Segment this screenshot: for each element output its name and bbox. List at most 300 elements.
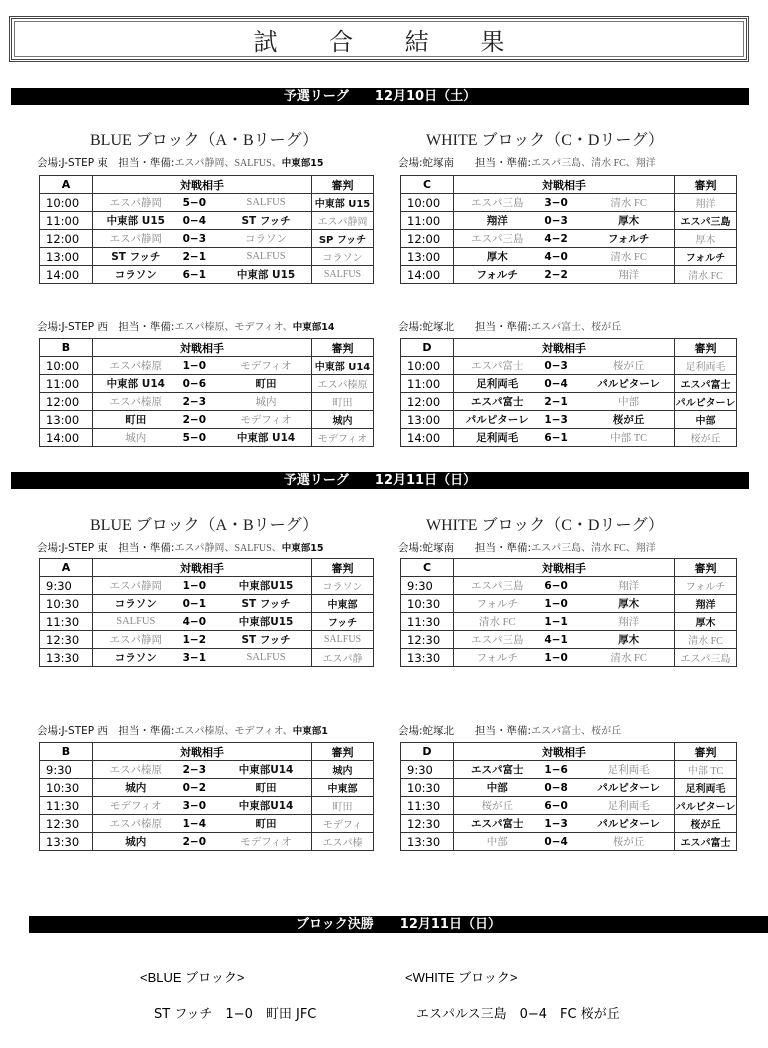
match-cell [454,266,675,284]
duty-team-bold: 中東部15 [281,158,324,169]
match-score: 1−3 [544,413,568,426]
referee-team: コラソン [312,577,374,595]
table-row [401,411,737,429]
referee-header: 審判 [675,559,737,577]
opponents-header: 対戦相手 [93,339,312,357]
section-date: 12月10日（土） [374,89,477,104]
final-blue-heading: <BLUE ブロック> [140,970,245,985]
table-row [40,429,374,447]
match-cell [454,230,675,248]
table-row [401,649,737,667]
white-block-title: WHITE ブロック（C・Dリーグ） [426,517,664,534]
section-bar-final [29,916,768,933]
match-score: 1−0 [544,597,568,610]
referee-team: パルピターレ [675,797,737,815]
referee-team: 厚木 [675,613,737,631]
away-team: モデフィオ [240,837,292,848]
referee-team: 桜が丘 [675,815,737,833]
match-score: 4−0 [544,250,568,263]
match-time: 10:30 [401,595,454,613]
away-team: 桜が丘 [612,837,645,848]
match-cell [454,429,675,447]
section-bar-day1 [11,88,749,105]
home-team: エスパ三島 [470,635,524,646]
match-cell [93,357,312,375]
referee-header: 審判 [312,176,374,194]
venue-label: 会場:J-STEP 東 担当・準備: [37,542,175,554]
section-label: ブロック決勝 [296,917,374,932]
match-time: 12:00 [40,230,93,248]
home-team: フォルチ [476,599,518,610]
home-team: エスパ榛原 [109,819,163,830]
table-header-row [401,339,737,357]
match-time: 12:30 [401,631,454,649]
referee-team: SALFUS [312,631,374,649]
table-row [40,613,374,631]
table-row [401,393,737,411]
match-time: 13:00 [401,248,454,266]
home-team: コラソン [114,652,157,664]
away-team: 町田 [255,818,277,830]
table-row [40,649,374,667]
home-team: エスパ榛原 [109,397,163,408]
venue-label: 会場:蛇塚北 担当・準備: [398,725,532,737]
away-team: 清水 FC [610,653,647,664]
duty-teams: エスパ三島、清水 FC、翔洋 [531,543,656,554]
away-team: SALFUS [246,652,286,663]
duty-team-bold: 中東部15 [281,543,324,554]
venue-line-b [37,318,335,334]
match-score: 4−0 [182,615,207,628]
final-white-result: エスパルス三島 0−4 FC 桜が丘 [416,1007,620,1022]
match-cell [454,577,675,595]
match-cell [454,797,675,815]
home-team: 厚木 [486,251,508,263]
match-score: 2−0 [182,835,207,848]
venue-label: 会場:J-STEP 西 担当・準備: [37,725,175,737]
away-team: ST フッチ [241,215,291,227]
home-team: エスパ榛原 [109,361,163,372]
section-date: 12月11日（日） [374,473,477,488]
away-team: ST フッチ [241,634,291,646]
match-cell [93,212,312,230]
match-score: 3−1 [182,651,207,664]
league-header: A [40,559,93,577]
match-cell [454,194,675,212]
duty-teams: エスパ富士、桜が丘 [531,726,622,737]
match-time: 12:00 [401,230,454,248]
away-team: 中部 [618,397,640,408]
home-team: コラソン [114,598,157,610]
referee-team: 町田 [312,393,374,411]
referee-team: 足利両毛 [675,357,737,375]
away-team: 中部 TC [610,433,648,444]
match-score: 1−4 [182,817,207,830]
away-team: 足利両毛 [607,765,650,776]
home-team: フォルチ [476,269,518,281]
home-team: フォルチ [476,653,518,664]
final-white-heading: <WHITE ブロック> [405,970,518,985]
referee-team: 足利両毛 [675,779,737,797]
match-time: 9:30 [401,761,454,779]
match-cell [454,631,675,649]
away-team: フォルチ [607,233,650,245]
match-score: 1−2 [182,633,207,646]
table-row [40,194,374,212]
match-time: 11:00 [401,375,454,393]
table-row [40,631,374,649]
table-row [40,815,374,833]
match-time: 13:00 [40,411,93,429]
table-row [40,833,374,851]
away-team: 中東部U15 [238,616,294,628]
duty-teams: エスパ静岡、SALFUS、 [174,543,282,554]
match-cell [93,761,312,779]
match-score: 4−2 [544,232,568,245]
referee-team: コラソン [312,248,374,266]
table-row [401,212,737,230]
duty-team-bold: 中東部14 [292,322,335,333]
match-time: 10:00 [40,194,93,212]
match-score: 1−0 [182,359,207,372]
away-team: SALFUS [246,197,286,208]
table-row [40,761,374,779]
table-row [40,266,374,284]
match-score: 4−1 [544,633,568,646]
table-row [40,375,374,393]
match-cell [93,248,312,266]
away-team: 翔洋 [618,270,640,281]
match-score: 2−3 [182,763,207,776]
match-cell [454,411,675,429]
opponents-header: 対戦相手 [93,743,312,761]
match-score: 0−2 [182,781,207,794]
table-header-row [401,743,737,761]
match-score: 0−3 [182,232,207,245]
match-cell [93,429,312,447]
referee-team: 桜が丘 [675,429,737,447]
league-header: B [40,743,93,761]
opponents-header: 対戦相手 [454,743,675,761]
match-time: 12:00 [401,393,454,411]
match-score: 1−6 [544,763,568,776]
home-team: コラソン [114,269,157,281]
referee-team: パルピターレ [675,393,737,411]
home-team: エスパ富士 [470,361,524,372]
away-team: ST フッチ [241,598,291,610]
home-team: モデフィオ [109,801,162,812]
referee-team: エスパ富士 [675,375,737,393]
table-row [401,797,737,815]
venue-label: 会場:蛇塚南 担当・準備: [398,542,532,554]
referee-team: フォルチ [675,248,737,266]
away-team: 町田 [255,782,277,794]
blue-block-title: BLUE ブロック（A・Bリーグ） [90,132,319,149]
venue-line-c [398,154,656,170]
match-score: 6−0 [544,799,568,812]
league-header: C [401,559,454,577]
referee-team: モデフィオ [312,429,374,447]
match-cell [454,761,675,779]
opponents-header: 対戦相手 [454,339,675,357]
white-block-title: WHITE ブロック（C・Dリーグ） [426,132,664,149]
match-time: 9:30 [401,577,454,595]
match-cell [93,815,312,833]
table-row [401,429,737,447]
match-time: 13:30 [40,833,93,851]
venue-line-a [37,154,323,170]
referee-team: 中東部 [312,595,374,613]
home-team: 足利両毛 [476,378,519,390]
away-team: 翔洋 [618,617,640,628]
table-row [40,411,374,429]
home-team: エスパ静岡 [109,234,163,245]
match-time: 12:00 [40,393,93,411]
schedule-table-a [39,558,374,667]
away-team: 厚木 [618,215,640,227]
final-blue-result: ST フッチ 1−0 町田 JFC [154,1007,317,1022]
table-row [40,577,374,595]
league-header: D [401,743,454,761]
match-score: 0−4 [544,835,568,848]
duty-teams: エスパ三島、清水 FC、翔洋 [531,158,656,169]
match-score: 1−0 [182,579,207,592]
match-score: 5−0 [182,431,207,444]
schedule-table-d [400,742,737,851]
referee-header: 審判 [675,339,737,357]
match-cell [93,577,312,595]
match-time: 13:00 [40,248,93,266]
referee-header: 審判 [675,743,737,761]
away-team: 桜が丘 [612,414,645,426]
match-time: 10:00 [401,194,454,212]
match-time: 14:00 [40,266,93,284]
schedule-table-c [400,558,737,667]
table-row [401,779,737,797]
table-row [401,595,737,613]
match-time: 10:30 [401,779,454,797]
home-team: エスパ富士 [470,818,524,830]
table-row [401,631,737,649]
match-score: 0−6 [182,377,207,390]
away-team: パルピターレ [597,782,661,794]
table-row [40,779,374,797]
schedule-table-b [39,742,374,851]
match-score: 1−0 [544,651,568,664]
home-team: パルピターレ [465,414,529,426]
match-score: 3−0 [544,196,568,209]
venue-label: 会場:蛇塚南 担当・準備: [398,157,532,169]
match-cell [454,815,675,833]
match-time: 10:30 [40,595,93,613]
match-time: 11:00 [401,212,454,230]
match-score: 5−0 [182,196,207,209]
duty-teams: エスパ榛原、モデフィオ、 [174,322,293,333]
home-team: 桜が丘 [481,801,513,812]
schedule-table-c [400,175,737,284]
referee-team: 厚木 [675,230,737,248]
match-time: 13:30 [401,833,454,851]
venue-line-b [37,722,328,738]
referee-team: エスパ榛 [312,833,374,851]
table-row [40,248,374,266]
venue-line-d [398,722,621,738]
opponents-header: 対戦相手 [454,176,675,194]
table-row [401,375,737,393]
referee-team: 翔洋 [675,595,737,613]
match-cell [93,779,312,797]
table-row [40,212,374,230]
match-time: 13:30 [401,649,454,667]
referee-team: エスパ富士 [675,833,737,851]
table-row [401,230,737,248]
match-cell [454,393,675,411]
match-cell [93,375,312,393]
home-team: 中部 [486,837,508,848]
schedule-table-b [39,338,374,447]
league-header: A [40,176,93,194]
table-row [401,833,737,851]
away-team: 中東部U14 [238,800,294,812]
duty-teams: エスパ榛原、モデフィオ、 [174,726,293,737]
away-team: 清水 FC [610,252,647,263]
referee-team: エスパ静岡 [312,212,374,230]
table-row [401,613,737,631]
match-score: 2−0 [182,413,207,426]
away-team: 中東部U15 [238,580,294,592]
away-team: 足利両毛 [607,801,650,812]
away-team: 厚木 [618,634,640,646]
league-header: C [401,176,454,194]
venue-line-d [398,318,621,334]
match-cell [454,779,675,797]
home-team: エスパ富士 [470,764,524,776]
home-team: エスパ三島 [470,581,524,592]
table-row [401,266,737,284]
match-cell [93,833,312,851]
match-cell [454,212,675,230]
table-row [40,595,374,613]
match-time: 10:30 [40,779,93,797]
page-title: 試 合 結 果 [253,27,527,56]
referee-team: 城内 [312,761,374,779]
home-team: エスパ富士 [470,396,524,408]
table-header-row [40,743,374,761]
away-team: モデフィオ [240,415,292,426]
table-header-row [40,339,374,357]
referee-header: 審判 [312,339,374,357]
away-team: 町田 [255,378,277,390]
match-score: 0−3 [544,214,568,227]
home-team: 城内 [125,836,147,848]
away-team: 中東部U14 [238,764,294,776]
home-team: 清水 FC [478,617,516,628]
home-team: 翔洋 [486,215,508,227]
table-row [40,393,374,411]
referee-team: フォルチ [675,577,737,595]
referee-team: 城内 [312,411,374,429]
match-score: 2−1 [182,250,207,263]
referee-team: 清水 FC [675,266,737,284]
match-score: 2−1 [544,395,568,408]
away-team: 城内 [255,397,277,408]
match-cell [93,411,312,429]
match-time: 10:00 [401,357,454,375]
match-cell [93,595,312,613]
match-cell [454,375,675,393]
match-cell [454,357,675,375]
match-score: 6−1 [182,268,207,281]
referee-team: 清水 FC [675,631,737,649]
away-team: 清水 FC [610,198,647,209]
match-cell [454,649,675,667]
home-team: エスパ静岡 [109,581,163,592]
match-score: 0−8 [544,781,568,794]
match-cell [93,649,312,667]
away-team: 中東部 U15 [236,269,296,281]
page-title-box [9,16,749,62]
match-score: 2−3 [182,395,207,408]
home-team: ST フッチ [111,251,161,263]
home-team: 中部 [486,782,508,794]
match-cell [93,194,312,212]
match-time: 11:00 [40,212,93,230]
referee-team: エスパ三島 [675,212,737,230]
table-row [401,248,737,266]
home-team: エスパ榛原 [109,765,163,776]
section-label: 予選リーグ [283,89,349,104]
home-team: エスパ三島 [470,198,524,209]
referee-team: エスパ静 [312,649,374,667]
referee-header: 審判 [312,559,374,577]
referee-team: 中東部 U14 [312,357,374,375]
away-team: コラソン [245,234,288,245]
opponents-header: 対戦相手 [454,559,675,577]
referee-team: 翔洋 [675,194,737,212]
opponents-header: 対戦相手 [93,176,312,194]
away-team: 厚木 [618,598,640,610]
match-score: 2−2 [544,268,568,281]
table-row [401,815,737,833]
away-team: パルピターレ [597,818,661,830]
match-time: 11:30 [40,613,93,631]
match-time: 9:30 [40,761,93,779]
venue-line-a [37,539,323,555]
referee-team: 中東部 [312,779,374,797]
league-header: B [40,339,93,357]
venue-label: 会場:蛇塚北 担当・準備: [398,321,532,333]
venue-label: 会場:J-STEP 東 担当・準備: [37,157,175,169]
duty-teams: エスパ静岡、SALFUS、 [174,158,282,169]
match-time: 14:00 [401,429,454,447]
match-score: 0−1 [182,597,207,610]
table-row [40,230,374,248]
match-time: 14:00 [401,266,454,284]
match-cell [454,613,675,631]
table-row [401,194,737,212]
referee-header: 審判 [312,743,374,761]
home-team: 中東部 U14 [106,378,165,390]
away-team: SALFUS [246,251,286,262]
match-score: 1−3 [544,817,568,830]
home-team: エスパ三島 [470,234,524,245]
referee-team: 中部 TC [675,761,737,779]
table-header-row [401,559,737,577]
blue-block-title: BLUE ブロック（A・Bリーグ） [90,517,319,534]
referee-team: エスパ三島 [675,649,737,667]
league-header: D [401,339,454,357]
match-score: 0−3 [544,359,568,372]
